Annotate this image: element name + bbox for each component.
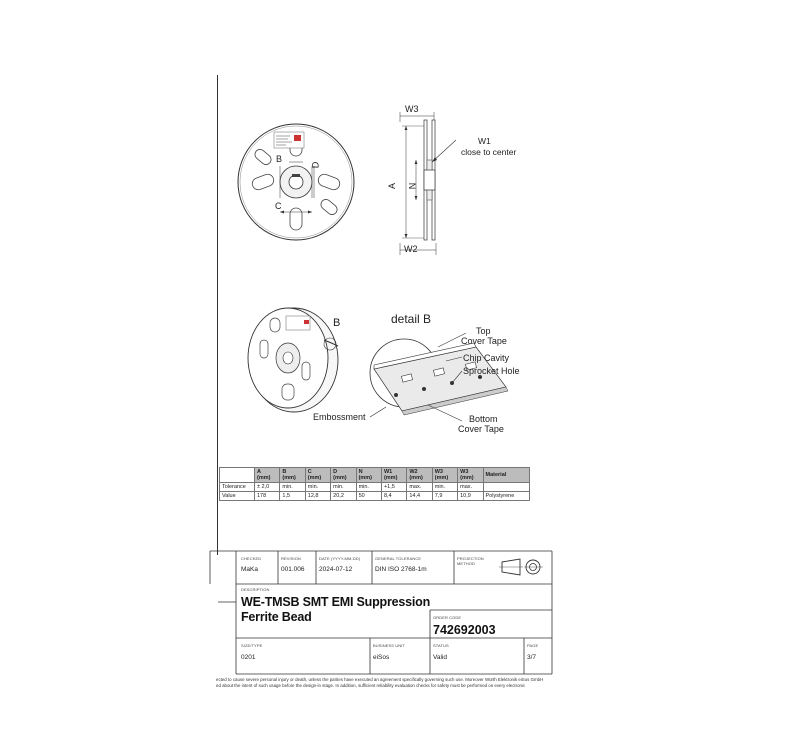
revision-label: REVISION bbox=[281, 556, 301, 561]
callout-b: B bbox=[333, 317, 341, 329]
spec-col-w3-min: W3 (mm) bbox=[432, 468, 457, 483]
spec-header-row bbox=[220, 468, 530, 483]
page-label: PAGE bbox=[527, 643, 539, 648]
spec-col-a: A (mm) bbox=[255, 468, 280, 483]
reel-side-view bbox=[380, 100, 500, 260]
dim-label-w1-note: close to center bbox=[461, 147, 517, 157]
projection-label: PROJECTION METHOD bbox=[457, 556, 484, 566]
title-line-2: Ferrite Bead bbox=[241, 610, 312, 624]
title-line-1: WE-TMSB SMT EMI Suppression bbox=[241, 595, 431, 609]
label-sprocket-hole: Sprocket Hole bbox=[463, 366, 520, 376]
spec-col-w3-max: W3 (mm) bbox=[458, 468, 483, 483]
dim-label-n: N bbox=[407, 182, 418, 190]
spec-table bbox=[219, 467, 530, 501]
dim-label-w1: W1 bbox=[478, 136, 491, 146]
page-value: 3/7 bbox=[527, 654, 537, 661]
page-border-left bbox=[217, 75, 218, 555]
size-label: SIZE/TYPE bbox=[241, 643, 263, 648]
spec-col-w2: W2 (mm) bbox=[407, 468, 432, 483]
projection-method-icon bbox=[498, 555, 548, 579]
spec-col-n: N (mm) bbox=[356, 468, 381, 483]
size-value: 0201 bbox=[241, 654, 256, 661]
checked-label: CHECKED bbox=[241, 556, 262, 561]
business-unit-label: BUSINESS UNIT bbox=[373, 643, 405, 648]
business-unit-value: eiSos bbox=[373, 654, 390, 661]
spec-col-material: Material bbox=[483, 468, 529, 483]
status-value: Valid bbox=[433, 654, 447, 661]
spec-col-w1: W1 (mm) bbox=[381, 468, 406, 483]
order-code-value: 742692003 bbox=[433, 623, 496, 637]
checked-value: MaKa bbox=[241, 566, 258, 573]
dim-label-b: B bbox=[276, 154, 283, 164]
label-bottom-cover-2: Cover Tape bbox=[458, 424, 504, 434]
order-code-label: ORDER CODE bbox=[433, 615, 462, 620]
spec-row-value: Value 178 1,5 12,8 20,2 50 8,4 14,4 7,9 10,9 Polystyrene bbox=[220, 492, 530, 501]
tolerance-label: GENERAL TOLERANCE bbox=[375, 556, 422, 561]
dim-label-a: A bbox=[387, 182, 398, 190]
dim-label-w2: W2 bbox=[404, 244, 418, 254]
tolerance-value: DIN ISO 2768-1m bbox=[375, 566, 427, 573]
spec-col-c: C (mm) bbox=[305, 468, 330, 483]
spec-col-b: B (mm) bbox=[280, 468, 305, 483]
spec-col-d: D (mm) bbox=[331, 468, 356, 483]
label-top-cover-1: Top bbox=[476, 326, 491, 336]
label-embossment: Embossment bbox=[313, 412, 366, 422]
label-top-cover-2: Cover Tape bbox=[461, 336, 507, 346]
dim-label-w3: W3 bbox=[405, 104, 419, 114]
reel-front-view bbox=[230, 118, 360, 248]
status-label: STATUS bbox=[433, 643, 449, 648]
detail-title: detail B bbox=[391, 312, 432, 326]
spec-row-tolerance: Tolerance ± 2,0 min. min. min. min. +1,5 max. min. max. bbox=[220, 483, 530, 492]
dim-label-d: D bbox=[310, 161, 321, 169]
disclaimer-line-1: ected to cause severe personal injury or death, unless the parties have executed an agreement specifically governing such use. Moreover Würth Elektronik eiSos GmbH bbox=[216, 677, 544, 682]
revision-value: 001.006 bbox=[281, 566, 305, 573]
label-chip-cavity: Chip Cavity bbox=[463, 353, 510, 363]
date-value: 2024-07-12 bbox=[319, 566, 353, 573]
date-label: DATE (YYYY-MM-DD) bbox=[319, 556, 361, 561]
disclaimer-line-2: ed about the intent of such usage before the design-in stage. In addition, sufficient reliability evaluation checks for safety must be performed on every electronic bbox=[216, 683, 526, 688]
dim-label-c: C bbox=[275, 201, 282, 211]
label-bottom-cover-1: Bottom bbox=[469, 414, 498, 424]
description-label: DESCRIPTION bbox=[241, 587, 270, 592]
